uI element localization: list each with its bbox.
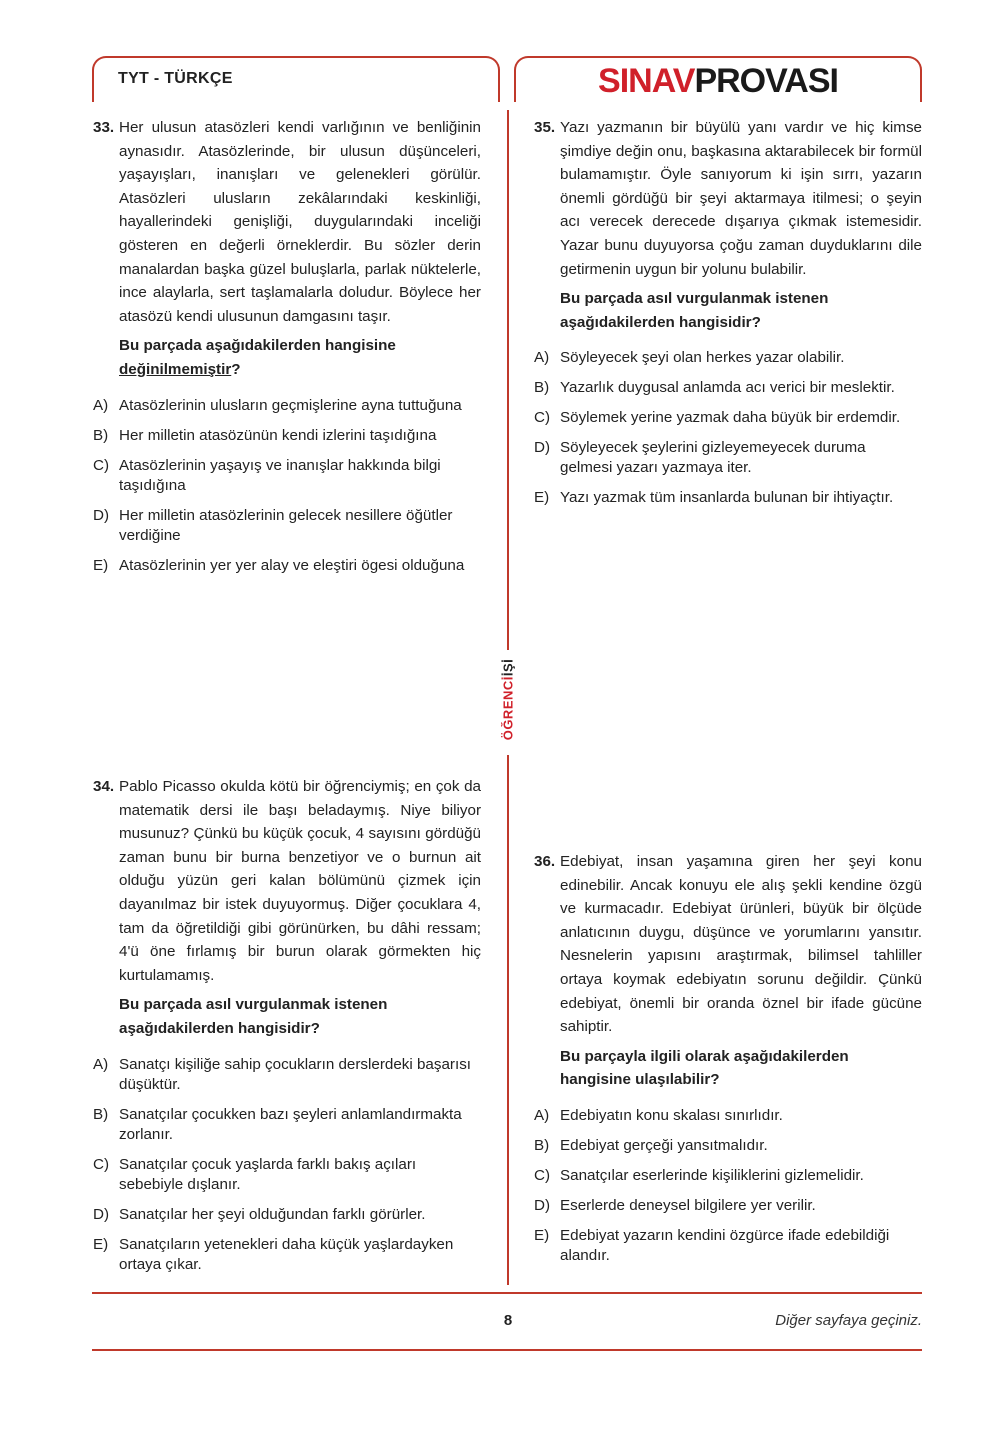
underlined-word: değinilmemiştir xyxy=(119,360,232,378)
option-c[interactable]: C) Sanatçılar çocuk yaşlarda farklı bakış açıları sebebiyle dışlanır. xyxy=(93,1155,417,1193)
question-stem: Bu parçada aşağıdakilerden hangisine değinilmemiştir? xyxy=(119,337,396,378)
footer-bottom-line xyxy=(92,1349,922,1351)
column-divider-bottom xyxy=(507,755,509,1285)
option-c[interactable]: C) Söylemek yerine yazmak daha büyük bir erdemdir. xyxy=(534,409,901,427)
question-passage: Pablo Picasso okulda kötü bir öğrenciymiş; en çok da matematik dersi ile başı beladaymış. Niye biliyor musunuz? Çünkü bu küçük çocuk, 4 sayısını gördüğü zaman bunu bir burna benzetiyor ve o burnun ait olduğu yüzün geri kalan bölümünü çizmek için dayanılmaz bir istek duyuyormuş. Diğer çocuklara 4, tam da öğretildiği gibi görünürken, bu dâhi ressam; 4'ü öne fırlamış bir burun olarak görmekten hiç kurtulamamış. xyxy=(119,778,481,984)
option-a[interactable]: A) Sanatçı kişiliğe sahip çocukların derslerdeki başarısı düşüktür. xyxy=(93,1055,472,1093)
question-stem: Bu parçayla ilgili olarak aşağıdakilerden hangisine ulaşılabilir? xyxy=(560,1047,849,1089)
question-passage: Yazı yazmanın bir büyülü yanı vardır ve hiç kimse şimdiye değin onu, başkasına aktarabilecek bir formül bulamamıştır. Öyle sanıyorum ki işin sırrı, yazarın önemli gördüğü bir şeyi aktarmaya itilmesi; o şeyin acı verecek derecede dışarıya çıkmak istemesidir. Yazar bunu duyuyorsa çoğu zaman duyduklarını dile getirmenin uygun bir yolunu bulabilir. xyxy=(560,119,922,278)
option-c[interactable]: C) Atasözlerinin yaşayış ve inanışlar hakkında bilgi taşıdığına xyxy=(93,456,441,494)
question-34 xyxy=(93,775,481,1285)
option-c[interactable]: C) Sanatçılar eserlerinde kişiliklerini gizlemelidir. xyxy=(534,1166,864,1184)
option-e[interactable]: E) Sanatçıların yetenekleri daha küçük yaşlardayken ortaya çıkar. xyxy=(93,1235,454,1273)
option-e[interactable]: E) Atasözlerinin yer yer alay ve eleştiri ögesi olduğuna xyxy=(93,556,465,574)
question-number: 33. xyxy=(93,119,115,136)
option-d[interactable]: D) Her milletin atasözlerinin gelecek nesillere öğütler verdiğine xyxy=(93,506,453,544)
option-a[interactable]: A) Söyleyecek şeyi olan herkes yazar olabilir. xyxy=(534,349,845,367)
question-passage: Her ulusun atasözleri kendi varlığının ve benliğinin aynasıdır. Atasözlerinde, bir ulusun düşünceleri, yaşayışları, inanışları ve gelenekleri görülür. Atasözleri ulusların zekâlarındaki keskinliği, hayallerindeki genişliği, duygularındaki inceliği gösteren en değerli örneklerdir. Bu sözler derin manalardan başka güzel buluşlarla, parlak nüktelerle, ince alaylarla, sert taşlamalarla doludur. Böylece her atasözü kendi ulusunun damgasını taşır. xyxy=(119,119,481,325)
brand-part1: SINAV xyxy=(598,62,695,100)
exam-title: TYT - TÜRKÇE xyxy=(118,70,233,87)
option-a[interactable]: A) Atasözlerinin ulusların geçmişlerine ayna tuttuğuna xyxy=(93,396,462,414)
option-d[interactable]: D) Sanatçılar her şeyi olduğundan farklı görürler. xyxy=(93,1205,426,1223)
side-label-part2: İŞİ xyxy=(500,658,516,677)
option-d[interactable]: D) Söyleyecek şeylerini gizleyemeyecek duruma gelmesi yazarı yazmaya iter. xyxy=(534,439,866,477)
option-e[interactable]: E) Yazı yazmak tüm insanlarda bulunan bir ihtiyaçtır. xyxy=(534,489,894,507)
options-list xyxy=(93,1055,481,1275)
next-page-note: Diğer sayfaya geçiniz. xyxy=(775,1312,922,1329)
options-list xyxy=(534,1106,922,1266)
question-number: 36. xyxy=(534,853,556,870)
question-35 xyxy=(534,116,922,518)
options-list xyxy=(93,396,481,576)
side-label xyxy=(495,660,521,748)
footer-top-line xyxy=(92,1292,922,1294)
option-e[interactable]: E) Edebiyat yazarın kendini özgürce ifade edebildiği alandır. xyxy=(534,1226,890,1264)
option-b[interactable]: B) Sanatçılar çocukken bazı şeyleri anlamlandırmakta zorlanır. xyxy=(93,1105,462,1143)
question-stem: Bu parçada asıl vurgulanmak istenen aşağıdakilerden hangisidir? xyxy=(119,996,388,1037)
option-d[interactable]: D) Eserlerde deneysel bilgilere yer verilir. xyxy=(534,1196,816,1214)
options-list xyxy=(534,348,922,508)
question-36 xyxy=(534,850,922,1276)
brand-logo xyxy=(514,62,922,101)
question-passage: Edebiyat, insan yaşamına giren her şeyi konu edinebilir. Ancak konuyu ele alış şekli kendine özgü ve kurmacadır. Edebiyat ürünleri, büyük bir ölçüde anlatıcının duygu, düşünce ve yorumlarını yansıtır. Nesnelerin yapısını araştırmak, bilimsel tahliller ortaya koymak edebiyatın sorunu değildir. Çünkü edebiyat, önemli bir oranda öznel bir ifade gücüne sahiptir. xyxy=(560,853,922,1036)
question-number: 34. xyxy=(93,778,115,795)
column-divider-top xyxy=(507,110,509,650)
option-a[interactable]: A) Edebiyatın konu skalası sınırlıdır. xyxy=(534,1106,783,1124)
option-b[interactable]: B) Edebiyat gerçeği yansıtmalıdır. xyxy=(534,1136,768,1154)
question-stem: Bu parçada asıl vurgulanmak istenen aşağıdakilerden hangisidir? xyxy=(560,290,829,331)
option-b[interactable]: B) Her milletin atasözünün kendi izlerini taşıdığına xyxy=(93,426,437,444)
question-33 xyxy=(93,116,481,586)
brand-part2: PROVASI xyxy=(694,62,838,100)
side-label-part1: ÖĞRENCİ xyxy=(500,676,516,741)
option-b[interactable]: B) Yazarlık duygusal anlamda acı verici bir meslektir. xyxy=(534,379,895,397)
page-number: 8 xyxy=(503,1312,513,1329)
question-number: 35. xyxy=(534,119,556,136)
